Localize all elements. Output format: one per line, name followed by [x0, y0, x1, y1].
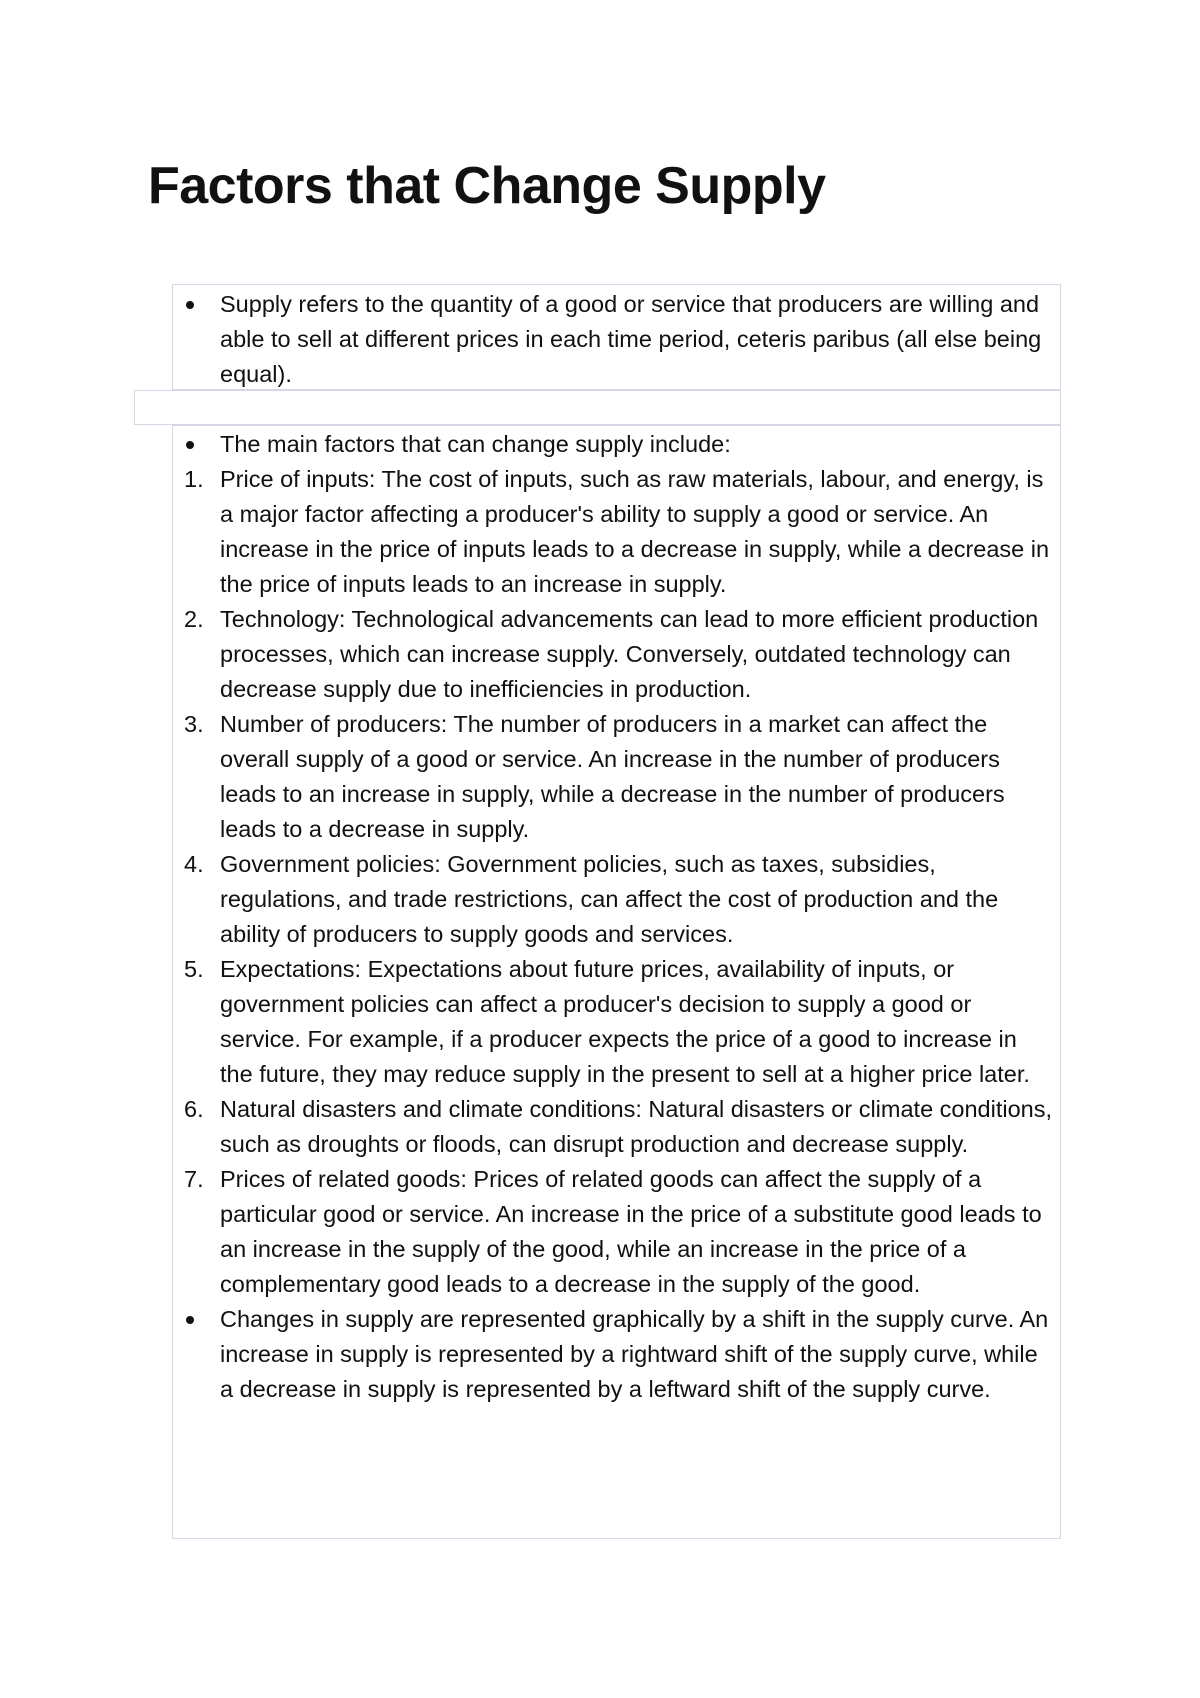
bullet-item-definition — [172, 287, 1061, 392]
factor-text: Number of producers: The number of producers in a market can affect the overall supply of a good or service. An increase in the number of producers leads to an increase in supply, while a decrease in the number of producers leads to a decrease in supply. — [220, 711, 1005, 842]
list-item-factor-3 — [172, 707, 1061, 847]
list-number: 5. — [184, 956, 204, 982]
list-item-factor-2 — [172, 602, 1061, 707]
factor-text: Expectations: Expectations about future prices, availability of inputs, or government policies can affect a producer's decision to supply a good or service. For example, if a producer expects the price of a good to increase in the future, they may reduce supply in the present to sell at a higher price later. — [220, 956, 1030, 1087]
list-number: 7. — [184, 1166, 204, 1192]
definition-text: Supply refers to the quantity of a good or service that producers are willing and able to sell at different prices in each time period, ceteris paribus (all else being equal). — [220, 291, 1042, 387]
list-item-factor-5 — [172, 952, 1061, 1092]
factor-text: Natural disasters and climate conditions: Natural disasters or climate conditions, such as droughts or floods, can disrupt production and decrease supply. — [220, 1096, 1053, 1157]
bullet-item-closing — [172, 1302, 1061, 1407]
list-item-factor-7 — [172, 1162, 1061, 1302]
intro-section — [172, 287, 1061, 392]
list-item-factor-1 — [172, 462, 1061, 602]
page-title: Factors that Change Supply — [148, 157, 826, 215]
bullet-icon — [186, 1316, 194, 1324]
factor-text: Prices of related goods: Prices of related goods can affect the supply of a particular good or service. An increase in the price of a substitute good leads to an increase in the supply of the good, while an increase in the price of a complementary good leads to a decrease in the supply of the good. — [220, 1166, 1042, 1297]
list-number: 1. — [184, 466, 204, 492]
factors-section — [172, 427, 1061, 1407]
list-item-factor-4 — [172, 847, 1061, 952]
bullet-item-main-factors — [172, 427, 1061, 462]
list-number: 2. — [184, 606, 204, 632]
closing-text: Changes in supply are represented graphically by a shift in the supply curve. An increase in supply is represented by a rightward shift of the supply curve, while a decrease in supply is represented by a leftward shift of the supply curve. — [220, 1306, 1049, 1402]
factor-text: Price of inputs: The cost of inputs, such as raw materials, labour, and energy, is a major factor affecting a producer's ability to supply a good or service. An increase in the price of inputs leads to a decrease in supply, while a decrease in the price of inputs leads to an increase in supply. — [220, 466, 1050, 597]
list-number: 4. — [184, 851, 204, 877]
bullet-icon — [186, 441, 194, 449]
factor-text: Technology: Technological advancements can lead to more efficient production processes, which can increase supply. Conversely, outdated technology can decrease supply due to inefficiencies in production. — [220, 606, 1039, 702]
list-item-factor-6 — [172, 1092, 1061, 1162]
empty-table-row — [134, 390, 1061, 425]
bullet-icon — [186, 301, 194, 309]
factor-text: Government policies: Government policies, such as taxes, subsidies, regulations, and trade restrictions, can affect the cost of production and the ability of producers to supply goods and services. — [220, 851, 999, 947]
list-number: 6. — [184, 1096, 204, 1122]
list-number: 3. — [184, 711, 204, 737]
main-factors-intro-text: The main factors that can change supply include: — [220, 431, 731, 457]
